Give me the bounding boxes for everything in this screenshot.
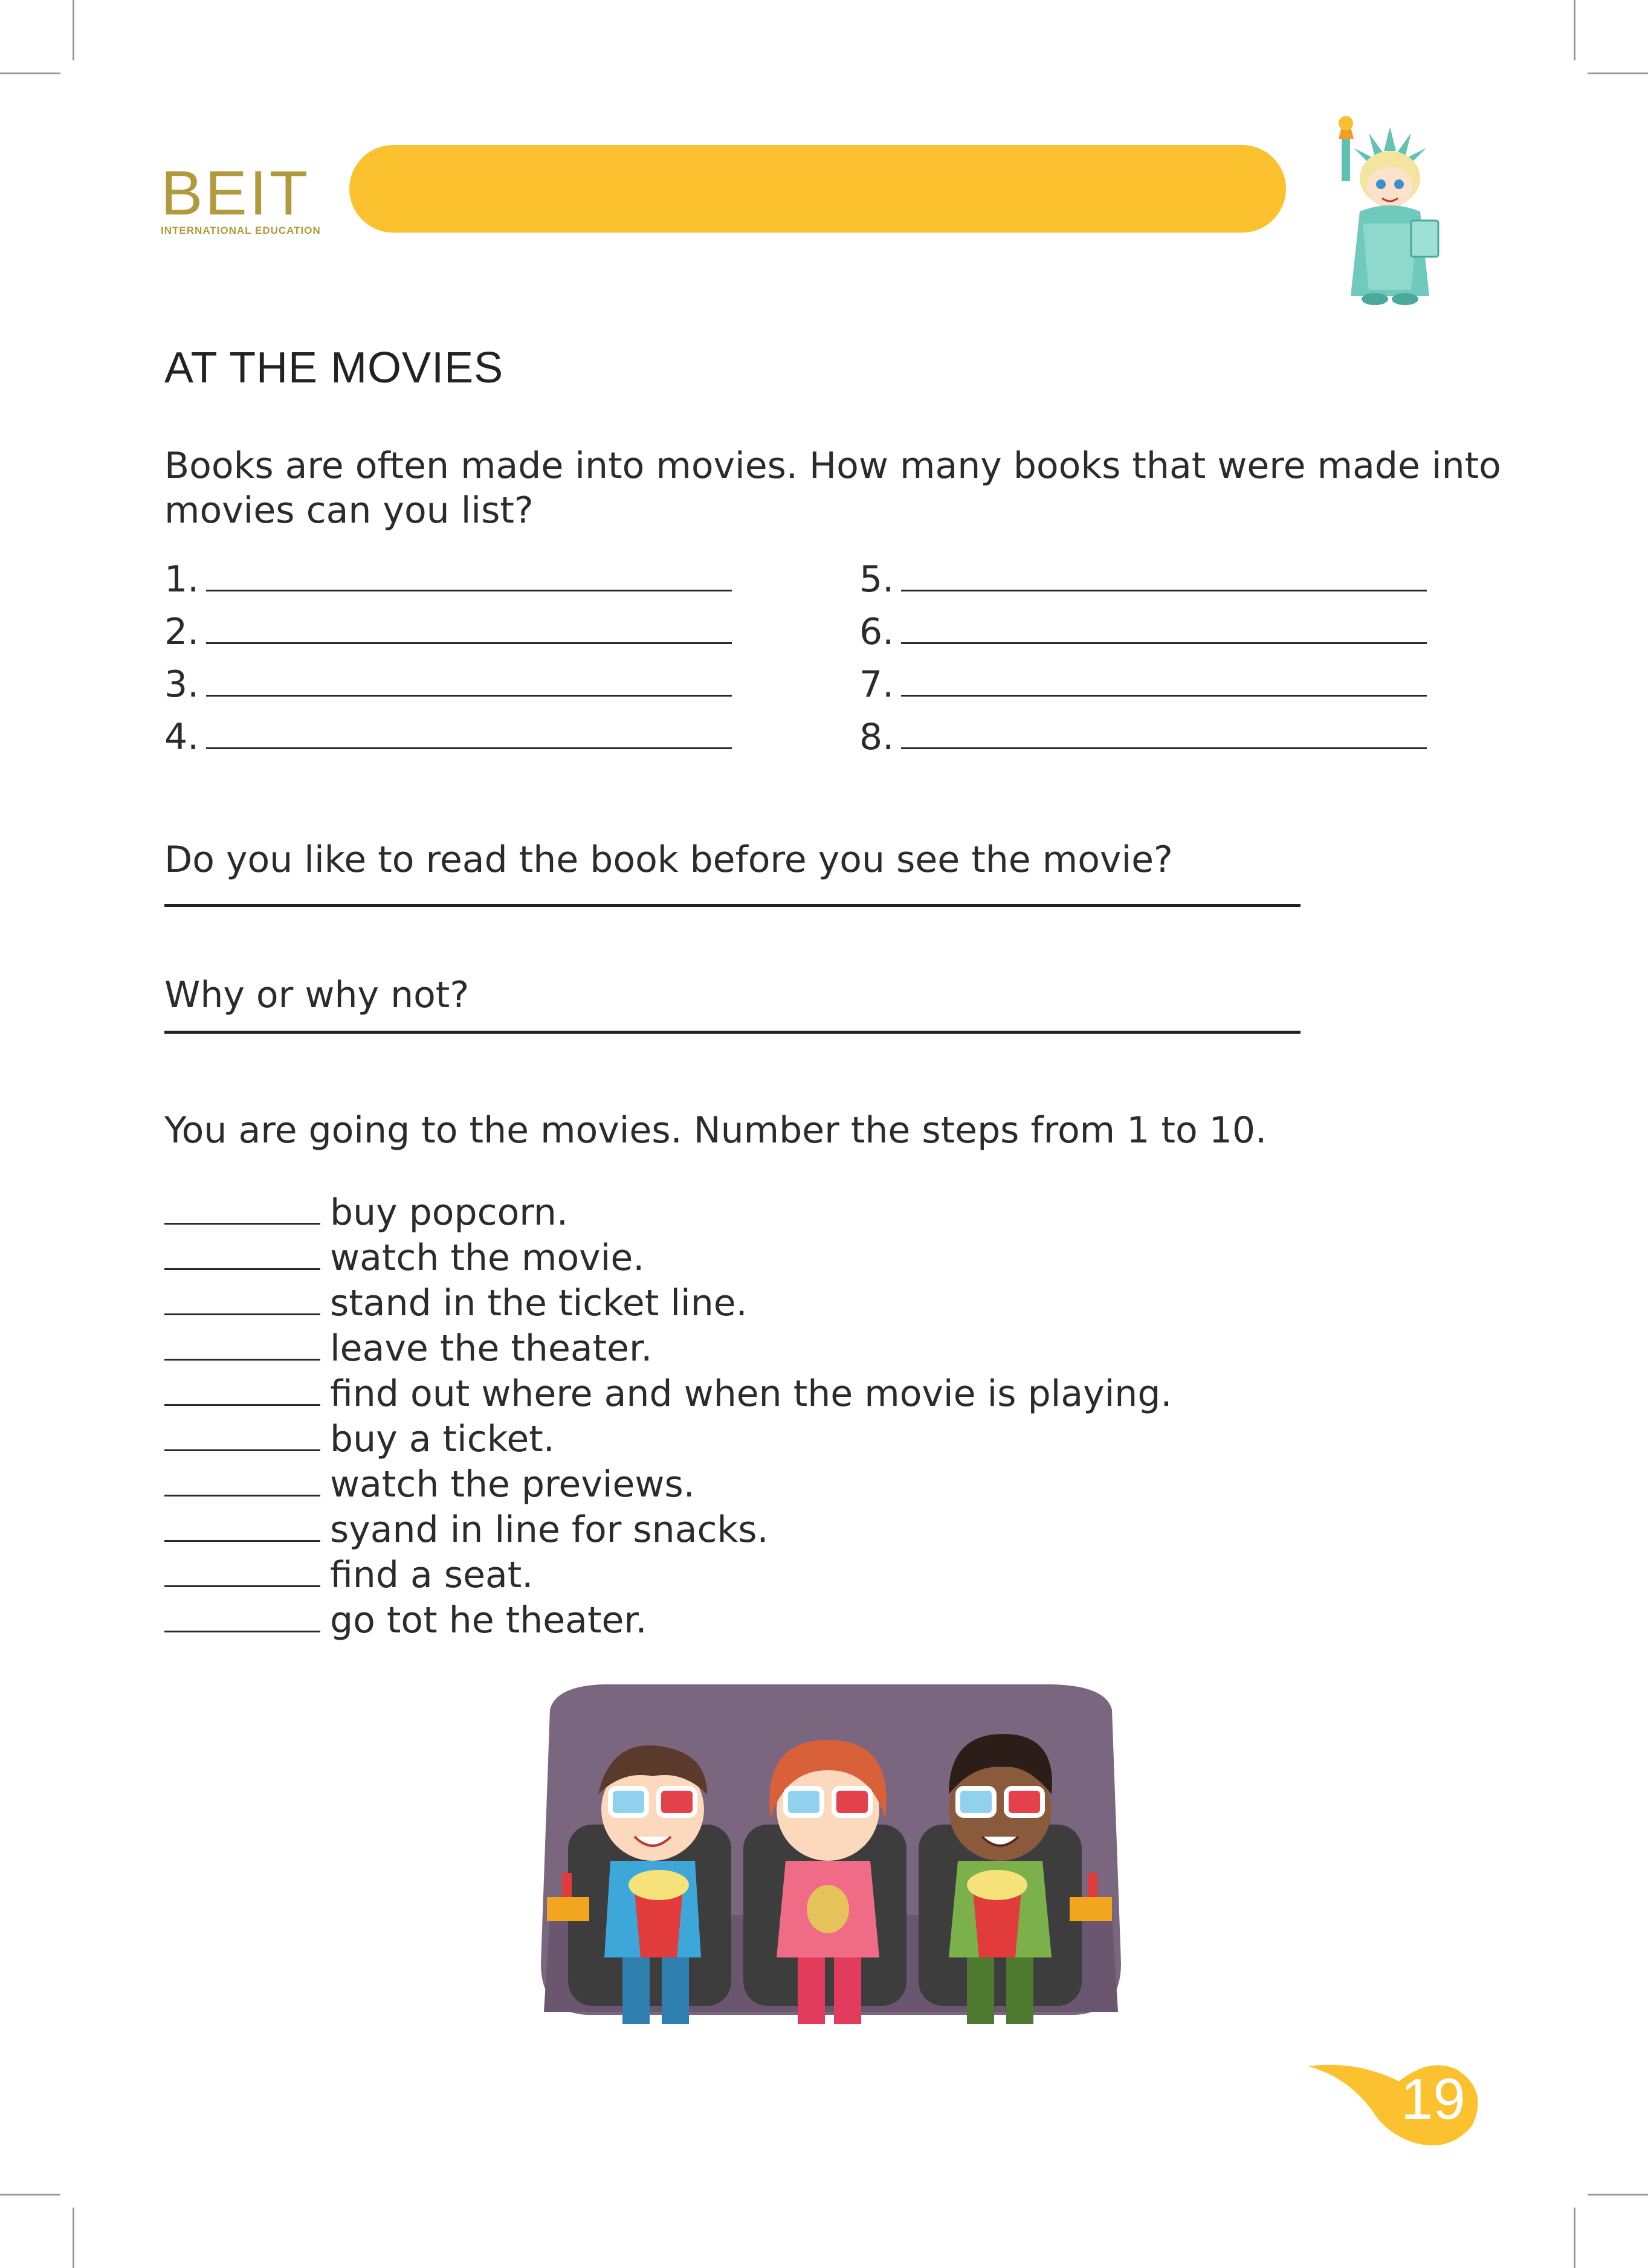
list-item[interactable]: 7. [859,662,1427,715]
list-item: leave the theater. [164,1326,1172,1371]
list-item: stand in the ticket line. [164,1281,1172,1326]
logo [161,158,321,237]
crop-mark [1588,2194,1648,2196]
answer-line[interactable] [164,904,1301,907]
page-title: AT THE MOVIES [164,344,504,392]
crop-mark [1574,2208,1575,2268]
list-item: find a seat. [164,1553,1172,1598]
step-number-blank[interactable] [164,1555,320,1587]
list-item[interactable]: 5. [859,557,1427,610]
list-item[interactable]: 3. [164,662,732,715]
steps-instructions: You are going to the movies. Number the steps from 1 to 10. [164,1109,1267,1152]
list-item[interactable]: 2. [164,610,732,662]
intro-text: Books are often made into movies. How many books that were made into movies can you list? [164,445,1501,532]
page-number-badge [1308,2054,1490,2151]
answer-line[interactable] [164,1031,1301,1034]
list-item: go tot he theater. [164,1598,1172,1643]
answer-line[interactable] [901,613,1427,644]
step-number-blank[interactable] [164,1374,320,1406]
crop-mark [1588,72,1648,74]
crop-mark [0,2194,60,2196]
book-list-left [164,557,732,767]
list-item[interactable]: 1. [164,557,732,610]
question-read-first: Do you like to read the book before you see the movie? [164,839,1173,881]
answer-line[interactable] [901,718,1427,749]
list-item[interactable]: 4. [164,715,732,767]
page-number: 19 [1401,2067,1465,2131]
statue-of-liberty-kid-icon [1326,115,1453,308]
step-number-blank[interactable] [164,1419,320,1451]
step-number-blank[interactable] [164,1283,320,1315]
logo-subtitle: INTERNATIONAL EDUCATION [161,225,321,236]
list-item[interactable]: 6. [859,610,1427,662]
list-item: watch the movie. [164,1235,1172,1281]
list-item: buy a ticket. [164,1417,1172,1462]
crop-mark [73,0,74,60]
list-item: find out where and when the movie is playing. [164,1371,1172,1417]
question-why: Why or why not? [164,974,470,1016]
crop-mark [73,2208,74,2268]
list-item[interactable]: 8. [859,715,1427,767]
header-banner [349,145,1286,233]
step-number-blank[interactable] [164,1238,320,1270]
list-item: buy popcorn. [164,1190,1172,1235]
list-item: syand in line for snacks. [164,1507,1172,1553]
answer-line[interactable] [901,666,1427,697]
answer-line[interactable] [206,613,732,644]
crop-mark [1574,0,1575,60]
book-list-right [859,557,1427,767]
answer-line[interactable] [901,561,1427,591]
steps-list [164,1190,1172,1643]
step-number-blank[interactable] [164,1600,320,1632]
crop-mark [0,72,60,74]
list-item: watch the previews. [164,1462,1172,1507]
step-number-blank[interactable] [164,1510,320,1542]
answer-line[interactable] [206,561,732,591]
step-number-blank[interactable] [164,1193,320,1225]
logo-word: BEIT [161,158,311,228]
kids-watching-3d-movie-illustration [532,1674,1130,2048]
step-number-blank[interactable] [164,1329,320,1361]
answer-line[interactable] [206,718,732,749]
answer-line[interactable] [206,666,732,697]
step-number-blank[interactable] [164,1464,320,1496]
